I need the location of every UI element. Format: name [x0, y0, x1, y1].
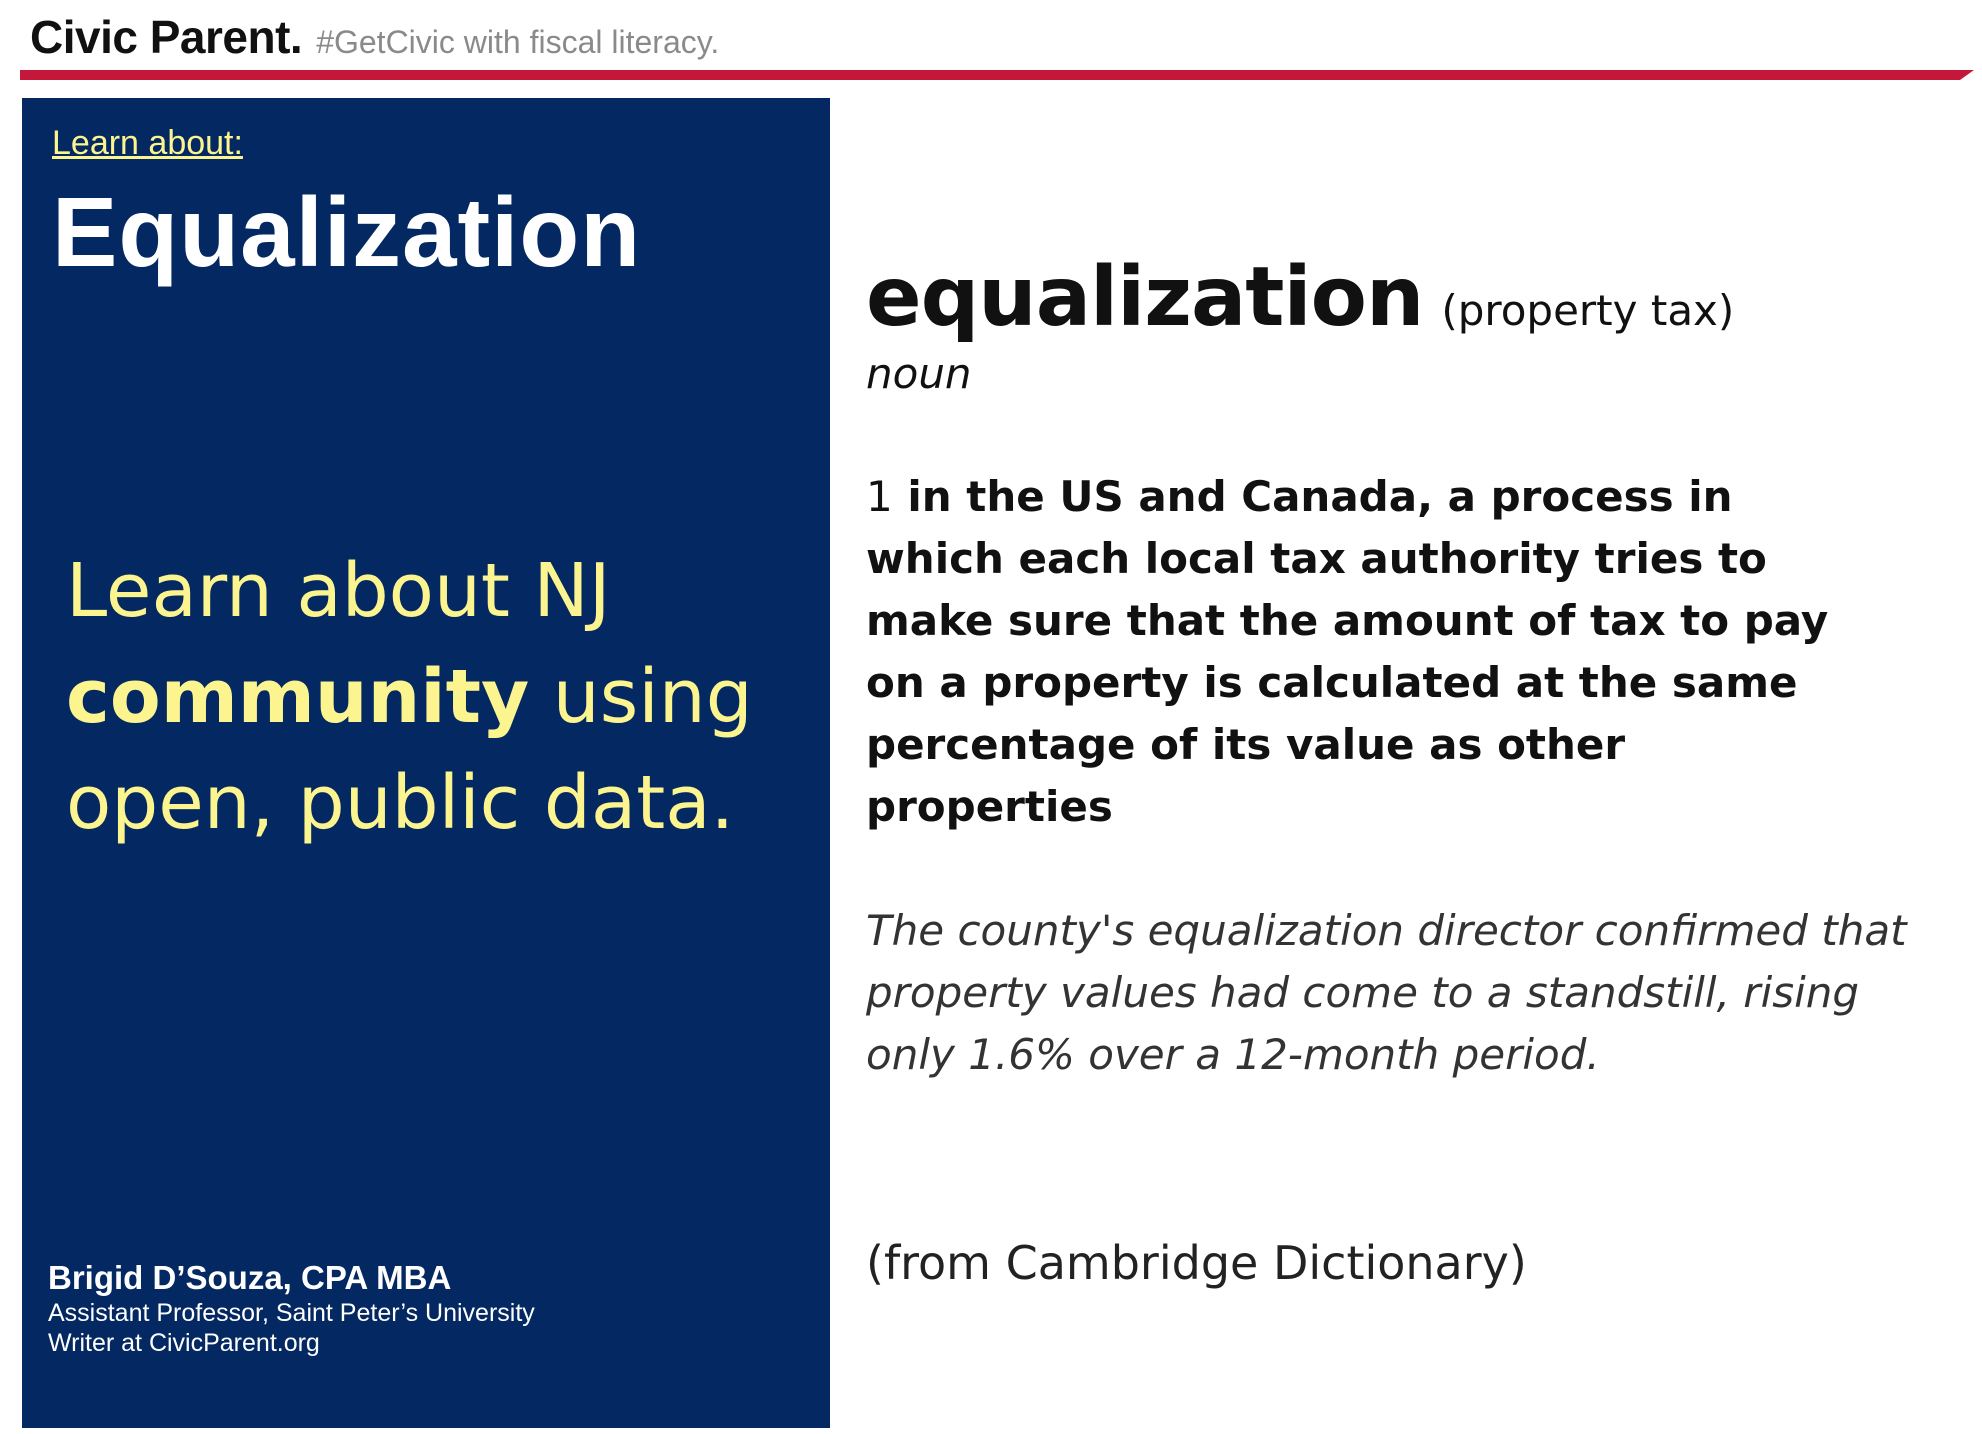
sense-text: in the US and Canada, a process in which each local tax authority tries to make sure that the amount of tax to pay on a property is calculated at the same percentage of its value as other properties [866, 472, 1829, 831]
site-header [30, 10, 719, 64]
author-block [48, 1258, 535, 1358]
headword: equalization [866, 250, 1424, 345]
site-tagline: #GetCivic with fiscal literacy. [316, 24, 720, 60]
promo-line-1: Learn about NJ [66, 548, 611, 634]
source-attribution: (from Cambridge Dictionary) [866, 1236, 1527, 1290]
part-of-speech: noun [866, 349, 972, 398]
sense-number: 1 [866, 472, 893, 521]
sense-definition [866, 466, 1866, 838]
promo-text [66, 538, 826, 856]
header-divider [20, 70, 1974, 80]
dictionary-entry [866, 250, 1946, 1086]
panel-title: Equalization [52, 177, 642, 287]
promo-line-2-rest: using [529, 654, 753, 740]
author-site: Writer at CivicParent.org [48, 1329, 320, 1357]
brand-name: Civic Parent. [30, 11, 303, 63]
promo-emphasis: community [66, 654, 530, 740]
learn-about-link[interactable]: Learn about: [52, 124, 243, 162]
author-role: Assistant Professor, Saint Peter’s University [48, 1299, 535, 1327]
author-name: Brigid D’Souza, CPA MBA [48, 1259, 452, 1296]
feature-panel [22, 98, 830, 1428]
promo-line-3: open, public data. [66, 760, 735, 846]
example-sentence: The county's equalization director confirmed that property values had come to a standstill, rising only 1.6% over a 12-month period. [866, 906, 1907, 1079]
promo-line-2 [66, 644, 826, 750]
headword-row [866, 250, 1946, 345]
headword-qualifier: (property tax) [1441, 286, 1735, 335]
